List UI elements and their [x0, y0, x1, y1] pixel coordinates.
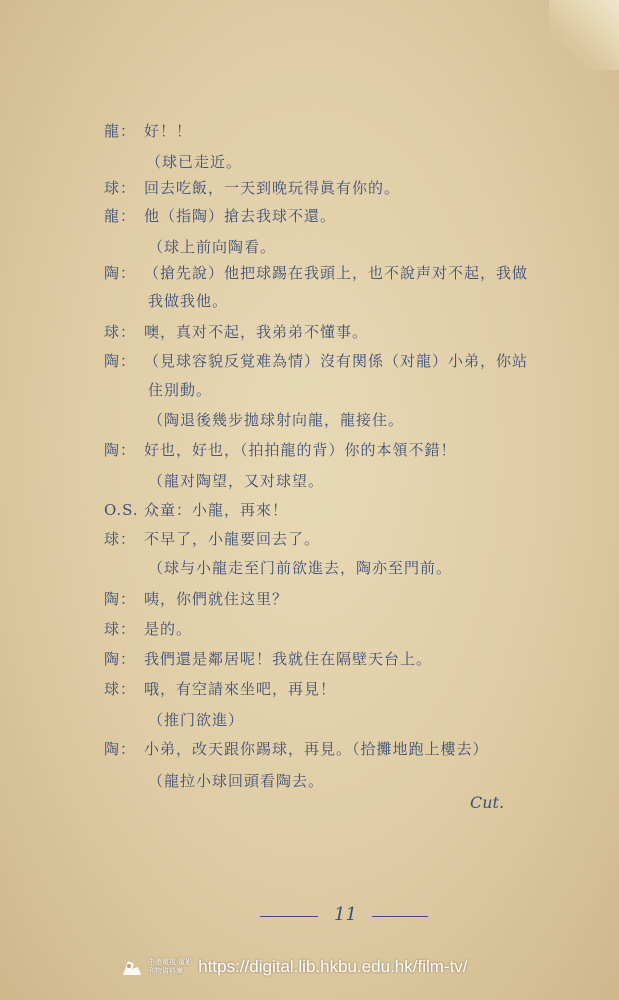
script-line-text: 咦，你們就住这里？	[144, 590, 289, 608]
script-line-text: 我們還是鄰居呢！我就住在隔壁天台上。	[144, 650, 433, 668]
script-line-text: 噢，真对不起，我弟弟不懂事。	[144, 323, 369, 341]
script-line	[148, 237, 276, 257]
script-line	[104, 529, 320, 549]
script-line	[104, 178, 400, 198]
script-line-text: 不早了，小龍要回去了。	[144, 530, 321, 548]
script-line-text: 哦，有空請來坐吧，再見！	[144, 680, 337, 698]
script-line-text: （陶退後幾步拋球射向龍，龍接住。	[148, 411, 405, 429]
script-line	[104, 440, 457, 460]
page-number-rule-left	[260, 916, 318, 917]
cut-label: Cut.	[470, 793, 505, 812]
script-line-text: 回去吃飯，一天到晚玩得眞有你的。	[144, 179, 401, 197]
script-line-text: （推门欲進）	[148, 711, 245, 729]
script-line	[148, 380, 212, 400]
archive-url-link[interactable]: https://digital.lib.hkbu.edu.hk/film-tv/	[198, 957, 468, 976]
script-line	[104, 121, 192, 141]
script-line	[104, 351, 528, 371]
script-line-text: （球上前向陶看。	[148, 238, 277, 256]
archive-watermark	[120, 953, 468, 981]
script-line	[148, 771, 324, 791]
archive-name-line2: 刊物資料庫	[148, 967, 183, 975]
script-line	[104, 263, 528, 283]
page-number-rule-right	[372, 916, 428, 917]
script-line	[104, 206, 336, 226]
script-line-text: （龍对陶望，又对球望。	[148, 472, 325, 490]
script-line-speaker: 龍：	[104, 207, 137, 225]
script-line	[148, 410, 404, 430]
script-line-text: 小弟，改天跟你踢球，再見。（拾攤地跑上樓去）	[144, 740, 489, 758]
archive-logo-icon	[120, 955, 144, 979]
script-line	[104, 679, 336, 699]
script-line	[148, 291, 228, 311]
script-line-speaker: 陶：	[104, 264, 137, 282]
script-line-speaker: 球：	[104, 323, 137, 341]
script-line-text: 他（指陶）搶去我球不還。	[144, 207, 337, 225]
script-line	[104, 649, 432, 669]
script-line-text: 住別動。	[148, 381, 213, 399]
script-line-text: 好！！	[144, 122, 193, 140]
script-line-text: 我做我他。	[148, 292, 229, 310]
archive-name-line1: 中港電視·電影	[148, 958, 193, 966]
script-line-speaker: 球：	[104, 179, 137, 197]
script-line	[104, 500, 288, 520]
script-line-speaker: 球：	[104, 620, 137, 638]
script-line-speaker: 陶：	[104, 650, 137, 668]
script-line-text: 众童：小龍，再來！	[144, 501, 289, 519]
script-line	[104, 619, 192, 639]
script-line-speaker: 龍：	[104, 122, 137, 140]
script-line-speaker: 陶：	[104, 352, 137, 370]
script-line	[148, 710, 244, 730]
page-number: 11	[334, 904, 357, 925]
script-line	[104, 739, 489, 759]
page-number-block	[260, 904, 430, 928]
script-line	[148, 558, 452, 578]
script-line-text: （球已走近。	[146, 153, 243, 171]
script-line-speaker: 陶：	[104, 740, 137, 758]
archive-name	[148, 958, 192, 976]
script-line-text: （球与小龍走至门前欲進去，陶亦至門前。	[148, 559, 453, 577]
script-line	[104, 322, 368, 342]
script-line	[148, 471, 324, 491]
script-line-text: （龍拉小球回頭看陶去。	[148, 772, 325, 790]
script-line-text: （見球容貌反覚难為情）沒有関係（对龍）小弟，你站	[144, 352, 529, 370]
script-line-speaker: 陶：	[104, 590, 137, 608]
script-line-speaker: 球：	[104, 530, 137, 548]
script-line-speaker: 陶：	[104, 441, 137, 459]
script-line	[146, 152, 242, 172]
script-line-text: 是的。	[144, 620, 193, 638]
script-line-text: （搶先說）他把球踢在我頭上，也不說声对不起，我做	[144, 264, 529, 282]
script-line	[104, 589, 288, 609]
script-line-text: 好也，好也，（拍拍龍的背）你的本領不錯！	[144, 441, 457, 459]
script-line-speaker: O.S.	[104, 501, 139, 519]
script-line-speaker: 球：	[104, 680, 137, 698]
